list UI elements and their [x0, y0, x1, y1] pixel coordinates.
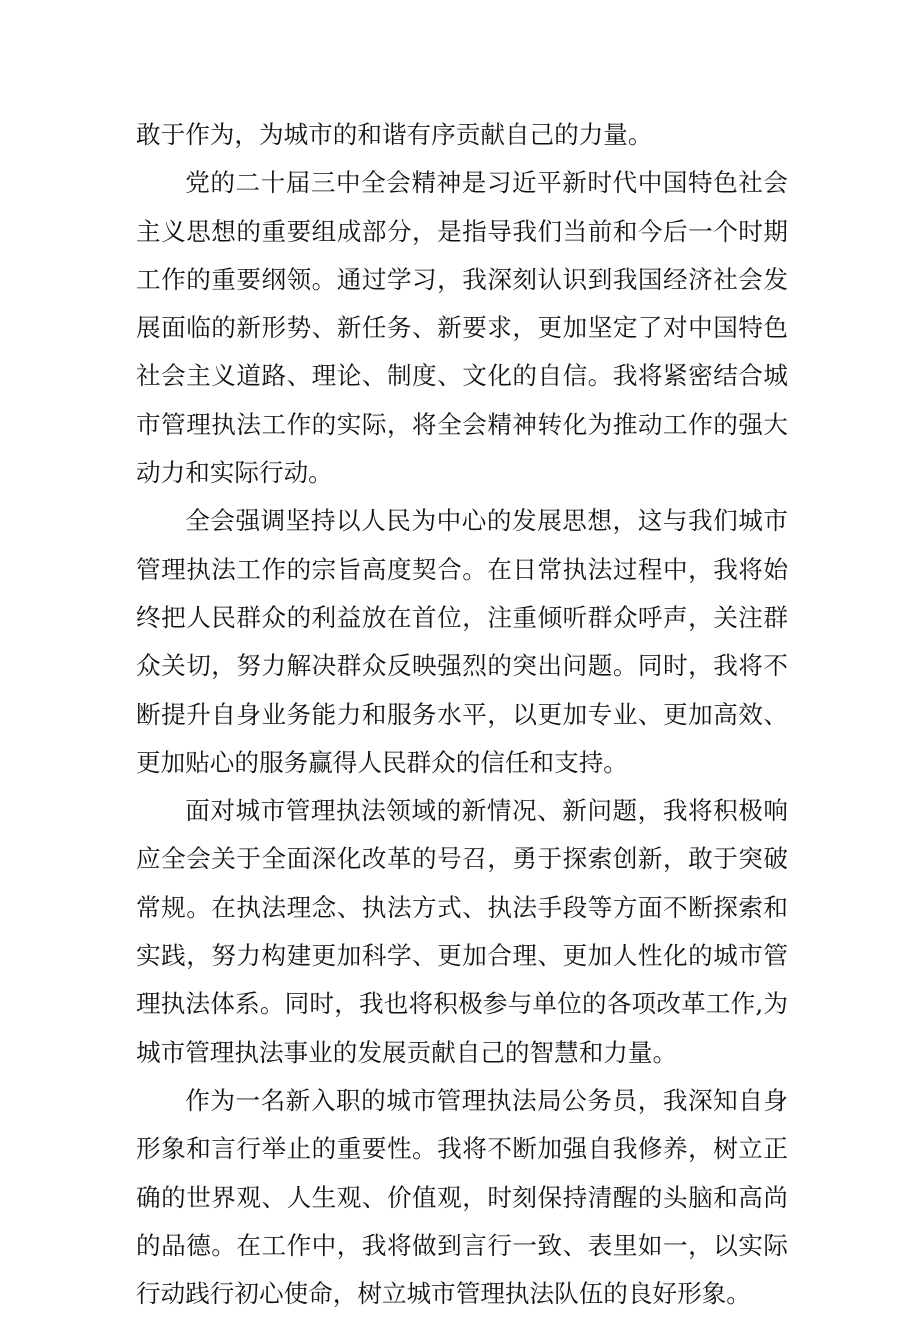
paragraph-1: 敢于作为，为城市的和谐有序贡献自己的力量。	[136, 120, 653, 149]
paragraph-5: 作为一名新入职的城市管理执法局公务员，我深知自身形象和言行举止的重要性。我将不断加强自我修养，树立正确的世界观、人生观、价值观，时刻保持清醒的头脑和高尚的品德。在工作中，我将做到言行一致、表里如一，以实际行动践行初心使命，树立城市管理执法队伍的良好形象。	[136, 1085, 788, 1309]
paragraph-2: 党的二十届三中全会精神是习近平新时代中国特色社会主义思想的重要组成部分，是指导我们当前和今后一个时期工作的重要纲领。通过学习，我深刻认识到我国经济社会发展面临的新形势、新任务、新要求，更加坚定了对中国特色社会主义道路、理论、制度、文化的自信。我将紧密结合城市管理执法工作的实际，将全会精神转化为推动工作的强大动力和实际行动。	[136, 168, 788, 488]
paragraph-4: 面对城市管理执法领域的新情况、新问题，我将积极响应全会关于全面深化改革的号召，勇于探索创新，敢于突破常规。在执法理念、执法方式、执法手段等方面不断探索和实践，努力构建更加科学、更加合理、更加人性化的城市管理执法体系。同时，我也将积极参与单位的各项改革工作,为城市管理执法事业的发展贡献自己的智慧和力量。	[136, 796, 788, 1067]
paragraph-3: 全会强调坚持以人民为中心的发展思想，这与我们城市管理执法工作的宗旨高度契合。在日常执法过程中，我将始终把人民群众的利益放在首位，注重倾听群众呼声，关注群众关切，努力解决群众反映强烈的突出问题。同时，我将不断提升自身业务能力和服务水平，以更加专业、更加高效、更加贴心的服务赢得人民群众的信任和支持。	[136, 506, 788, 777]
body-text	[136, 111, 788, 1318]
